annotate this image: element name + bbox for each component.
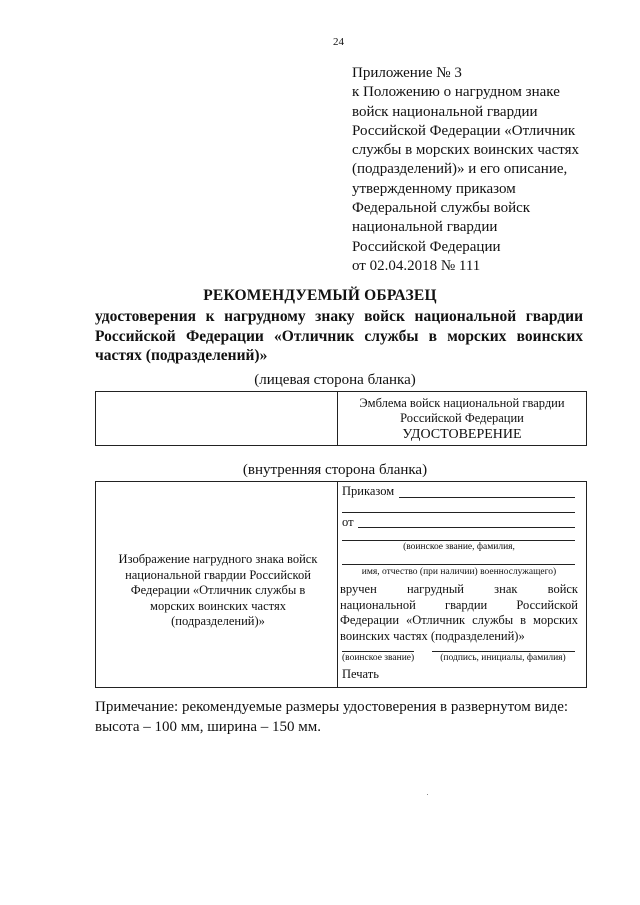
order-label: Приказом [342, 484, 395, 498]
note-line: Примечание: рекомендуемые размеры удостоверения в развернутом виде: [95, 699, 569, 715]
name-hint: имя, отчество (при наличии) военнослужащего) [361, 567, 557, 577]
appendix-line: к Положению о нагрудном знаке [352, 84, 560, 101]
appendix-header [352, 64, 612, 276]
rank-hint: (воинское звание, фамилия, [403, 542, 515, 552]
front-side-form [95, 391, 587, 446]
front-side-caption: (лицевая сторона бланка) [254, 372, 416, 388]
appendix-line: от 02.04.2018 № 111 [352, 257, 481, 274]
emblem-text: Эмблема войск национальной гвардии [359, 396, 565, 410]
awarded-line: Федерации «Отличник службы в морских [340, 613, 578, 627]
badge-image-text: морских воинских частях [150, 598, 286, 613]
order-field [399, 497, 575, 498]
badge-image-text: национальной гвардии Российской [125, 567, 311, 582]
signature-field [432, 651, 575, 652]
awarded-line: национальной гвардии Российской [340, 597, 578, 612]
scan-speck [427, 794, 428, 795]
inner-side-form [95, 481, 587, 688]
from-label: от [342, 515, 354, 529]
emblem-text: Российской Федерации [400, 411, 524, 425]
badge-image-text: (подразделений)» [171, 614, 265, 628]
subtitle-line: удостоверения к нагрудному знаку войск национальной гвардии [95, 308, 583, 325]
badge-image-text: Федерации «Отличник службы в [130, 583, 306, 597]
appendix-line: (подразделений)» и его описание, [352, 161, 568, 178]
awarded-text [340, 582, 578, 644]
appendix-line: утвержденному приказом [352, 180, 516, 197]
front-right-panel [338, 396, 586, 443]
document-subtitle [95, 307, 583, 366]
appendix-line: Приложение № 3 [352, 65, 462, 81]
stamp-label: Печать [342, 667, 379, 681]
sign-rank-field [342, 651, 414, 652]
appendix-line: национальной гвардии [352, 219, 498, 236]
inner-side-caption: (внутренняя сторона бланка) [242, 462, 428, 478]
appendix-line: Российской Федерации «Отличник [352, 122, 576, 139]
subtitle-line: частях (подразделений)» [95, 347, 268, 364]
signature-hint: (подпись, инициалы, фамилия) [440, 653, 566, 663]
awarded-line: воинских частях (подразделений)» [340, 628, 525, 643]
from-field [358, 527, 575, 528]
appendix-line: Федеральной службы войск [352, 200, 531, 217]
document-title: РЕКОМЕНДУЕМЫЙ ОБРАЗЕЦ [203, 287, 437, 304]
order-field-line [342, 512, 575, 513]
badge-image-placeholder [104, 552, 332, 630]
appendix-line: войск национальной гвардии [352, 103, 538, 120]
page-number: 24 [333, 36, 344, 48]
awarded-line: вручен нагрудный знак войск [340, 582, 578, 596]
doc-name: УДОСТОВЕРЕНИЕ [402, 427, 522, 442]
note-line: высота – 100 мм, ширина – 150 мм. [95, 719, 322, 735]
appendix-line: службы в морских воинских частях [352, 142, 579, 159]
sign-rank-hint: (воинское звание) [342, 653, 415, 663]
divider [337, 482, 338, 687]
note [95, 697, 585, 737]
subtitle-line: Российской Федерации «Отличник службы в морских воинских [95, 327, 583, 345]
badge-image-text: Изображение нагрудного знака войск [118, 552, 318, 566]
appendix-line: Российской Федерации [352, 238, 501, 255]
name-field-line [342, 564, 575, 565]
rank-field-line [342, 540, 575, 541]
